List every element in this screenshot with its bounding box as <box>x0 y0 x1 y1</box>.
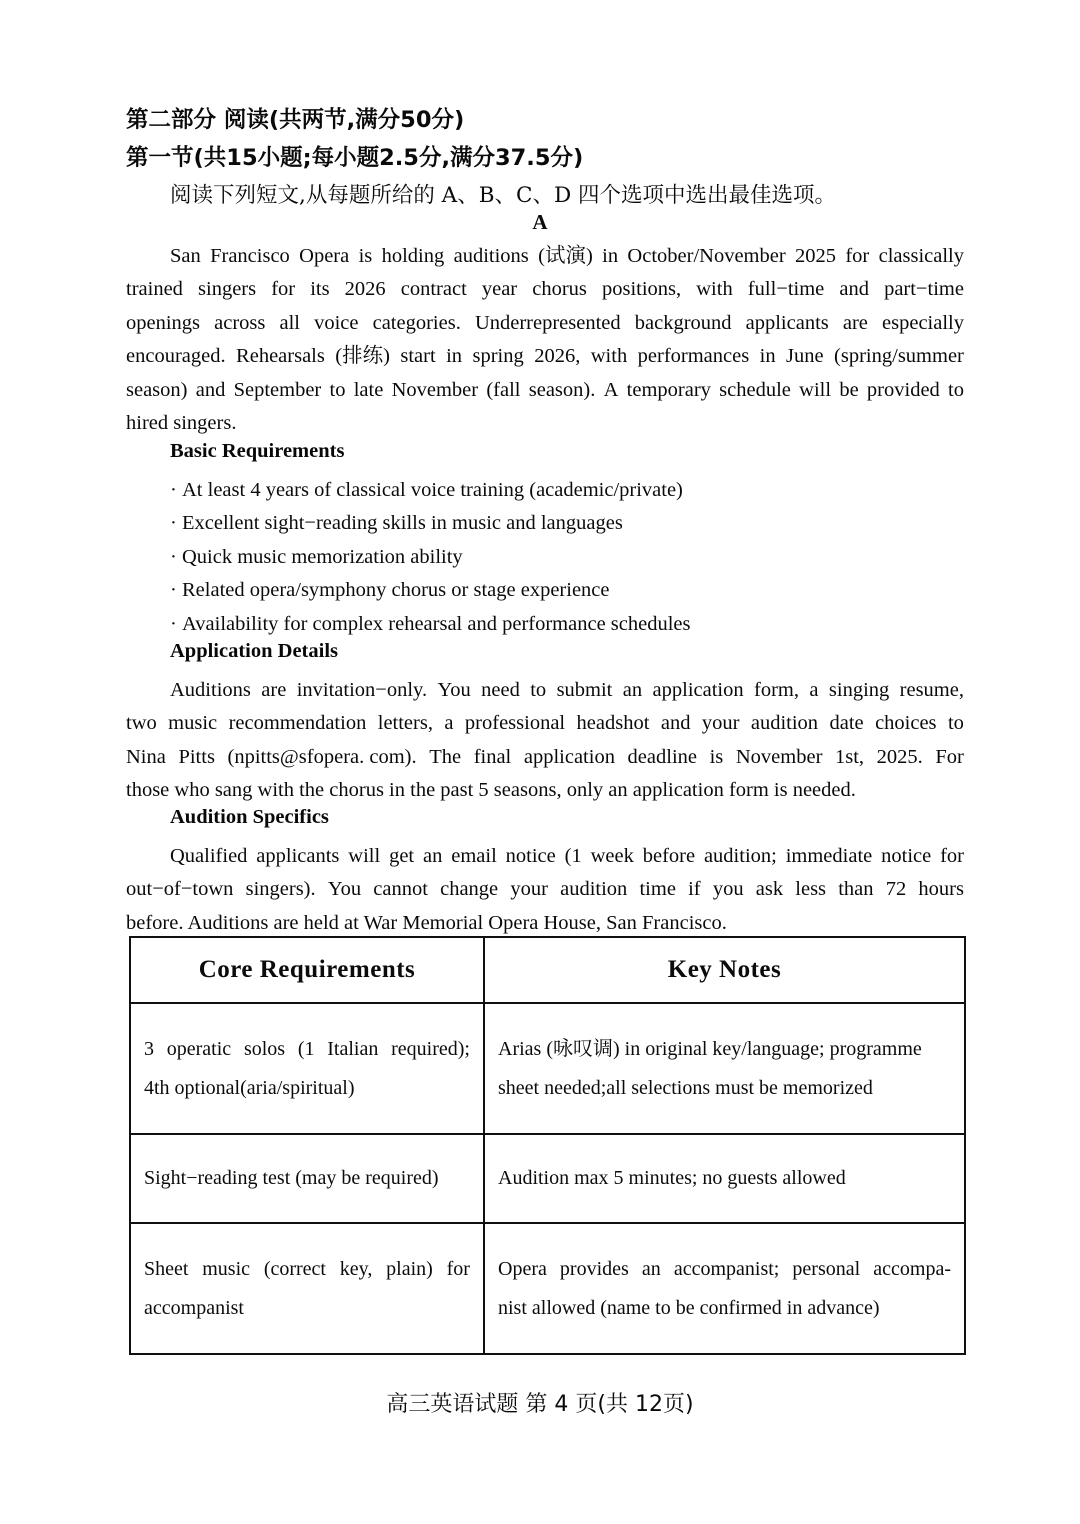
application-details-heading: Application Details <box>170 640 338 662</box>
paragraph-line: openings across all voice categories. Underrepresented background applicants are especially <box>126 311 964 334</box>
cell-line: Sight−reading test (may be required) <box>144 1167 439 1189</box>
cell-line: Opera provides an accompanist; personal accompa- <box>498 1257 951 1280</box>
list-item-text: Availability for complex rehearsal and performance schedules <box>182 612 691 635</box>
bullet-icon: · <box>170 479 177 501</box>
cell-line: 3 operatic solos (1 Italian required); <box>144 1037 470 1060</box>
column-header-core-requirements: Core Requirements <box>130 937 484 1003</box>
audition-specifics-paragraph <box>126 840 964 940</box>
paragraph-line: Nina Pitts (npitts@sfopera. com). The final application deadline is November 1st, 2025. For <box>126 745 964 768</box>
paragraph-line: two music recommendation letters, a professional headshot and your audition date choices to <box>126 712 964 735</box>
list-item-text: Excellent sight−reading skills in music and languages <box>182 512 623 535</box>
paragraph-line: season) and September to late November (fall season). A temporary schedule will be provided to <box>126 378 964 401</box>
intro-paragraph <box>126 240 964 440</box>
cell-line: sheet needed;all selections must be memorized <box>498 1076 873 1099</box>
passage-letter: A <box>532 210 548 234</box>
page-footer: 高三英语试题 第 4 页(共 12页) <box>386 1392 694 1417</box>
paragraph-line: trained singers for its 2026 contract year chorus positions, with full−time and part−time <box>126 278 964 301</box>
bullet-icon: · <box>170 612 177 635</box>
paragraph-line: before. Auditions are held at War Memorial Opera House, San Francisco. <box>126 911 727 934</box>
list-item-text: Quick music memorization ability <box>182 545 463 568</box>
list-item <box>170 474 691 507</box>
list-item-text: Related opera/symphony chorus or stage experience <box>182 579 610 602</box>
table-row <box>130 1223 965 1354</box>
table-cell-core <box>130 1003 484 1134</box>
cell-line: accompanist <box>144 1296 244 1319</box>
column-header-key-notes: Key Notes <box>484 937 965 1003</box>
bullet-icon: · <box>170 545 177 568</box>
cell-line: nist allowed (name to be confirmed in advance) <box>498 1296 880 1319</box>
table-cell-notes <box>484 1223 965 1354</box>
audition-specifics-heading: Audition Specifics <box>170 806 329 828</box>
list-item <box>170 574 691 607</box>
table-header-row <box>130 937 965 1003</box>
list-item <box>170 541 691 574</box>
cell-line: Audition max 5 minutes; no guests allowed <box>498 1167 846 1189</box>
paragraph-line: Auditions are invitation−only. You need to submit an application form, a singing resume, <box>170 679 964 701</box>
basic-requirements-heading: Basic Requirements <box>170 440 345 462</box>
table-row <box>130 1003 965 1134</box>
cell-line: 4th optional(aria/spiritual) <box>144 1076 355 1099</box>
paragraph-line: hired singers. <box>126 412 237 435</box>
reading-instruction: 阅读下列短文,从每题所给的 A、B、C、D 四个选项中选出最佳选项。 <box>170 183 837 208</box>
paragraph-line: out−of−town singers). You cannot change your audition time if you ask less than 72 hours <box>126 878 964 901</box>
cell-line: Sheet music (correct key, plain) for <box>144 1257 470 1280</box>
application-details-paragraph <box>126 674 964 808</box>
list-item <box>170 608 691 641</box>
requirements-table <box>129 936 966 1355</box>
cell-line: Arias (咏叹调) in original key/language; programme <box>498 1037 922 1060</box>
paragraph-line: San Francisco Opera is holding auditions (试演) in October/November 2025 for classically <box>170 245 964 267</box>
table-row <box>130 1134 965 1223</box>
list-item-text: At least 4 years of classical voice training (academic/private) <box>182 479 683 501</box>
list-item <box>170 507 691 540</box>
bullet-icon: · <box>170 579 177 602</box>
table-cell-notes <box>484 1134 965 1223</box>
table-cell-notes <box>484 1003 965 1134</box>
table-cell-core <box>130 1134 484 1223</box>
part-heading: 第二部分 阅读(共两节,满分50分) <box>126 107 465 133</box>
basic-requirements-list <box>170 474 691 641</box>
paragraph-line: Qualified applicants will get an email notice (1 week before audition; immediate notice for <box>170 845 964 867</box>
paragraph-line: those who sang with the chorus in the past 5 seasons, only an application form is needed. <box>126 779 856 802</box>
paragraph-line: encouraged. Rehearsals (排练) start in spring 2026, with performances in June (spring/summer <box>126 345 964 368</box>
bullet-icon: · <box>170 512 177 535</box>
section-heading: 第一节(共15小题;每小题2.5分,满分37.5分) <box>126 145 584 171</box>
table-cell-core <box>130 1223 484 1354</box>
